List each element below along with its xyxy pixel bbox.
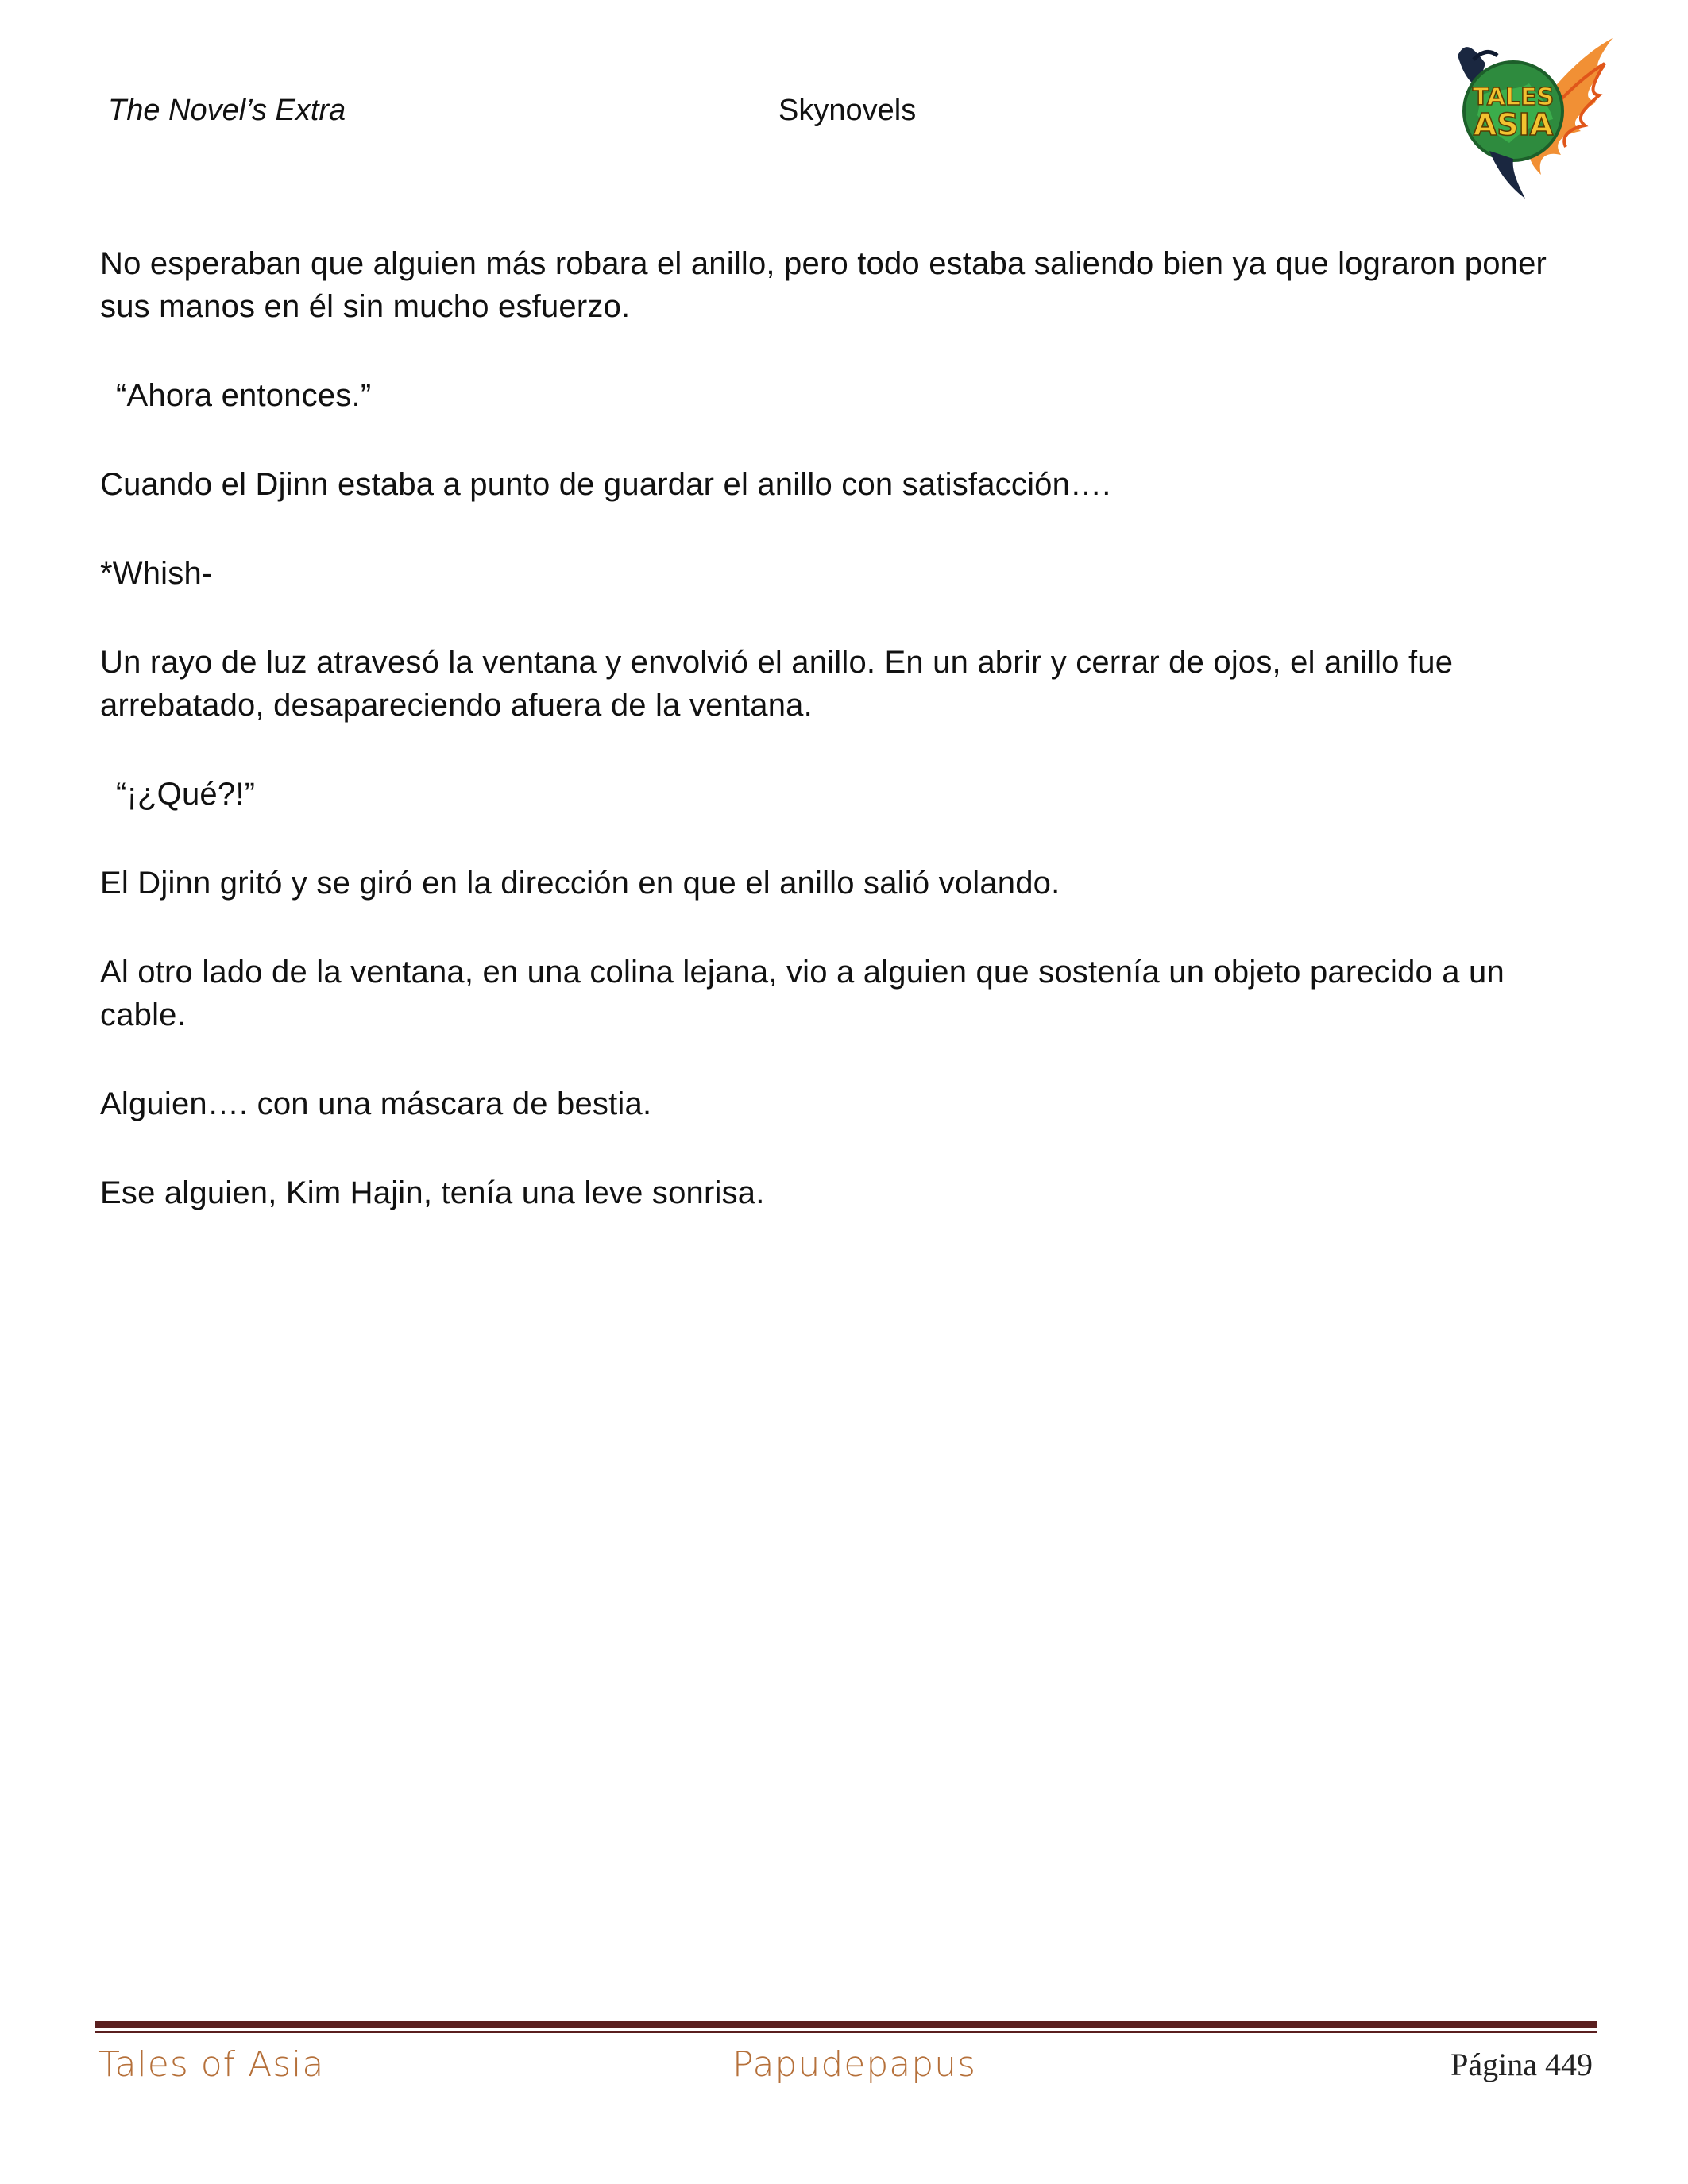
paragraph: Alguien…. con una máscara de bestia. — [100, 1086, 652, 1121]
dialogue-paragraph: “¡¿Qué?!” — [116, 777, 256, 812]
footer-divider — [95, 2021, 1597, 2034]
chapter-body — [100, 242, 1586, 1260]
header-site-name: Skynovels — [778, 94, 917, 127]
header-book-title: The Novel’s Extra — [108, 94, 346, 127]
paragraph: El Djinn gritó y se giró en la dirección en que el anillo salió volando. — [100, 866, 1060, 901]
paragraph: Ese alguien, Kim Hajin, tenía una leve sonrisa. — [100, 1175, 765, 1210]
paragraph: Un rayo de luz atravesó la ventana y envolvió el anillo. En un abrir y cerrar de ojos, el anillo fue arrebatado, desapareciendo afuera de la ventana. — [100, 645, 1454, 723]
paragraph: Cuando el Djinn estaba a punto de guardar el anillo con satisfacción…. — [100, 467, 1111, 502]
footer-page-number: Página 449 — [1450, 2047, 1593, 2082]
tales-of-asia-logo — [1442, 32, 1624, 203]
logo-text-tales: TALES — [1472, 83, 1555, 111]
paragraph: *Whish- — [100, 556, 213, 591]
paragraph: Al otro lado de la ventana, en una colina lejana, vio a alguien que sostenía un objeto parecido a un cable. — [100, 955, 1505, 1032]
footer-publisher: Tales of Asia — [98, 2044, 325, 2085]
footer-translator: Papudepapus — [732, 2044, 976, 2085]
logo-text-asia: ASIA — [1473, 107, 1554, 142]
dialogue-paragraph: “Ahora entonces.” — [116, 378, 372, 413]
paragraph: No esperaban que alguien más robara el anillo, pero todo estaba saliendo bien ya que lograron poner sus manos en él sin mucho esfuerzo. — [100, 246, 1547, 324]
